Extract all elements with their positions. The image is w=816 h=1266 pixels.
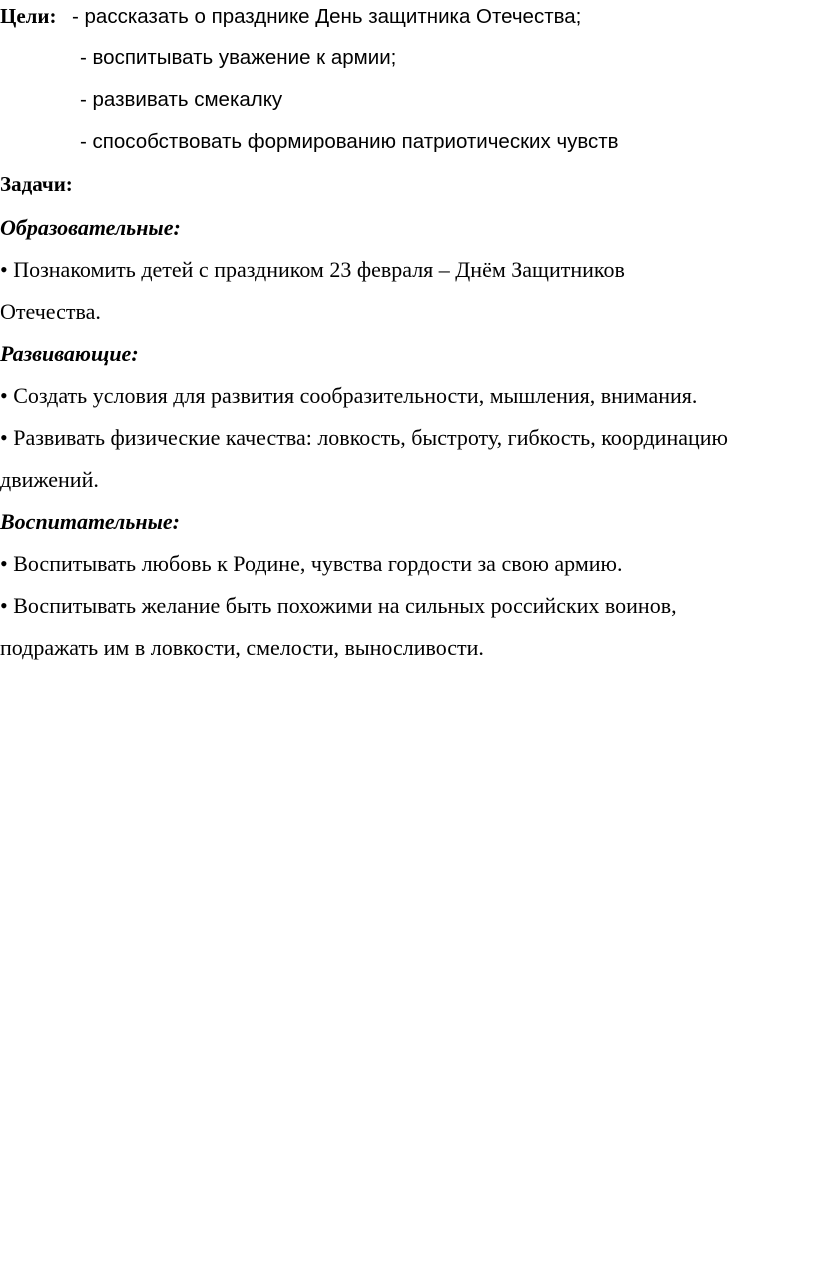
tasks-heading: Задачи: xyxy=(0,172,73,196)
goal-item: - рассказать о празднике День защитника Отечества; xyxy=(72,5,582,28)
developmental-line: • Развивать физические качества: ловкость, быстроту, гибкость, координацию xyxy=(0,425,728,450)
upbringing-heading: Воспитательные: xyxy=(0,509,180,534)
educational-line: • Познакомить детей с праздником 23 февраля – Днём Защитников xyxy=(0,257,625,282)
educational-line: Отечества. xyxy=(0,299,101,324)
goals-row xyxy=(0,6,581,28)
upbringing-line: • Воспитывать желание быть похожими на сильных российских воинов, xyxy=(0,593,677,618)
goal-item: - развивать смекалку xyxy=(80,88,283,111)
developmental-line: движений. xyxy=(0,467,99,492)
goal-item: - воспитывать уважение к армии; xyxy=(80,46,397,69)
upbringing-line: • Воспитывать любовь к Родине, чувства гордости за свою армию. xyxy=(0,551,623,576)
educational-heading: Образовательные: xyxy=(0,215,181,240)
goal-item: - способствовать формированию патриотических чувств xyxy=(80,130,619,153)
developmental-heading: Развивающие: xyxy=(0,341,139,366)
upbringing-line: подражать им в ловкости, смелости, выносливости. xyxy=(0,635,484,660)
goals-label: Цели: xyxy=(0,4,57,28)
developmental-line: • Создать условия для развития сообразительности, мышления, внимания. xyxy=(0,383,698,408)
